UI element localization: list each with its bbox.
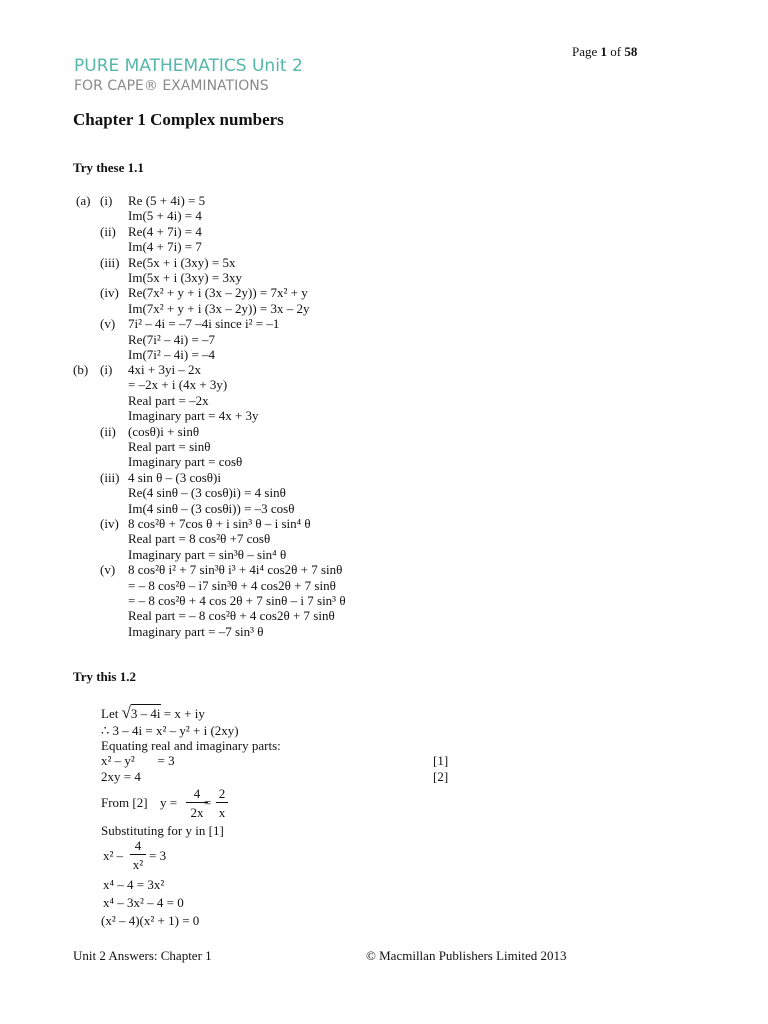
answer-line: Im(4 sinθ – (3 cosθi)) = –3 cosθ (128, 500, 295, 516)
answer-line: 8 cos²θ i² + 7 sin³θ i³ + 4i⁴ cos2θ + 7 sinθ (128, 562, 343, 578)
answer-line: Re(4 sinθ – (3 cosθ)i) = 4 sinθ (128, 485, 286, 501)
answer-line: Real part = –2x (128, 392, 209, 408)
fraction-2-numerator: 2 (218, 786, 226, 801)
answer-line: 8 cos²θ + 7cos θ + i sin³ θ – i sin⁴ θ (128, 516, 311, 531)
fraction-3-denominator: x² (132, 857, 144, 872)
roman-numeral: (iv) (100, 516, 119, 531)
answer-line: Im(5 + 4i) = 4 (128, 208, 202, 224)
answer-line: Imaginary part = cosθ (128, 454, 243, 470)
fraction-2-bar (216, 802, 228, 803)
equation-line-3: (x² – 4)(x² + 1) = 0 (101, 913, 200, 928)
answer-line: Re(4 + 7i) = 4 (128, 223, 202, 239)
roman-numeral: (iii) (100, 254, 120, 270)
answer-line: = – 8 cos²θ + 4 cos 2θ + 7 sinθ – i 7 sin³ θ (128, 593, 346, 608)
from-y: y = (160, 795, 178, 810)
answer-line: (cosθ)i + sinθ (128, 423, 200, 439)
radicand: 3 – 4i (130, 706, 161, 721)
book-title-line1: PURE MATHEMATICS Unit 2 (74, 56, 303, 76)
answer-line: Re(7i² – 4i) = –7 (128, 331, 216, 347)
fraction-1-denominator: 2x (190, 805, 204, 820)
answer-line: 7i² – 4i = –7 –4i since i² = –1 (128, 316, 280, 332)
part-b-label: (b) (73, 362, 89, 377)
answer-line: Real part = 8 cos²θ +7 cosθ (128, 531, 271, 547)
page-of: of (610, 44, 622, 59)
page-prefix: Page (572, 44, 598, 59)
answer-line: Im(4 + 7i) = 7 (128, 239, 202, 255)
roman-numeral: (ii) (100, 423, 116, 439)
part-a-label: (a) (76, 193, 91, 208)
footer-left: Unit 2 Answers: Chapter 1 (73, 948, 212, 963)
answer-line: Real part = – 8 cos²θ + 4 cos2θ + 7 sinθ (128, 608, 335, 624)
let-prefix: Let (101, 706, 119, 721)
book-title-line2: FOR CAPE® EXAMINATIONS (74, 78, 269, 94)
equation-line-2: x⁴ – 3x² – 4 = 0 (103, 895, 184, 910)
answer-line: Re(7x² + y + i (3x – 2y)) = 7x² + y (128, 285, 308, 301)
equating-line: Equating real and imaginary parts: (101, 738, 281, 753)
substitution-lhs: x² – (103, 848, 124, 863)
answer-line: = –2x + i (4x + 3y) (128, 377, 228, 393)
roman-numeral: (v) (100, 316, 116, 332)
therefore-line: ∴ 3 – 4i = x² – y² + i (2xy) (101, 723, 239, 738)
roman-numeral: (ii) (100, 223, 116, 239)
roman-numeral: (iii) (100, 469, 120, 485)
answer-line: 4xi + 3yi – 2x (128, 362, 202, 377)
answer-line: Im(7i² – 4i) = –4 (128, 347, 216, 362)
section-heading-try-this-1-2: Try this 1.2 (73, 669, 136, 684)
section-heading-try-these-1-1: Try these 1.1 (73, 160, 144, 175)
substituting-line: Substituting for y in [1] (101, 823, 224, 838)
answer-line: Imaginary part = –7 sin³ θ (128, 623, 264, 639)
square-root-sign: √ (121, 703, 131, 722)
page-number (572, 44, 637, 60)
chapter-title: Chapter 1 Complex numbers (73, 110, 284, 129)
answer-line: Re(5x + i (3xy) = 5x (128, 254, 236, 270)
let-line (101, 705, 205, 721)
from-prefix: From [2] (101, 795, 148, 810)
fraction-equals: = (204, 795, 212, 810)
let-rhs: = x + iy (163, 706, 205, 721)
roman-numeral: (iv) (100, 285, 119, 301)
roman-numeral: (v) (100, 562, 116, 578)
answer-line: Real part = sinθ (128, 439, 211, 454)
footer-copyright: © Macmillan Publishers Limited 2013 (366, 948, 567, 963)
answer-line: Im(5x + i (3xy) = 3xy (128, 270, 242, 285)
equation-2-mark: [2] (433, 769, 449, 784)
answer-line: 4 sin θ – (3 cosθ)i (128, 469, 221, 485)
fraction-3-bar (130, 854, 146, 855)
fraction-2-denominator: x (218, 805, 226, 820)
answer-line: Im(7x² + y + i (3x – 2y)) = 3x – 2y (128, 300, 310, 316)
fraction-3-numerator: 4 (134, 838, 142, 853)
equation-line-1: x⁴ – 4 = 3x² (103, 877, 165, 892)
fraction-1-numerator: 4 (193, 786, 201, 801)
equation-2: 2xy = 4 (101, 769, 141, 784)
answer-line: = – 8 cos²θ – i7 sin³θ + 4 cos2θ + 7 sinθ (128, 577, 336, 593)
equation-1: x² – y² = 3 (101, 753, 175, 768)
page-current: 1 (600, 44, 608, 59)
page-total: 58 (624, 44, 638, 59)
answer-line: Imaginary part = 4x + 3y (128, 408, 259, 424)
answer-line: Re (5 + 4i) = 5 (128, 193, 206, 208)
roman-numeral: (i) (100, 362, 113, 377)
roman-numeral: (i) (100, 193, 113, 208)
answer-line: Imaginary part = sin³θ – sin⁴ θ (128, 546, 287, 562)
substitution-rhs: = 3 (149, 848, 167, 863)
equation-1-mark: [1] (433, 753, 449, 768)
